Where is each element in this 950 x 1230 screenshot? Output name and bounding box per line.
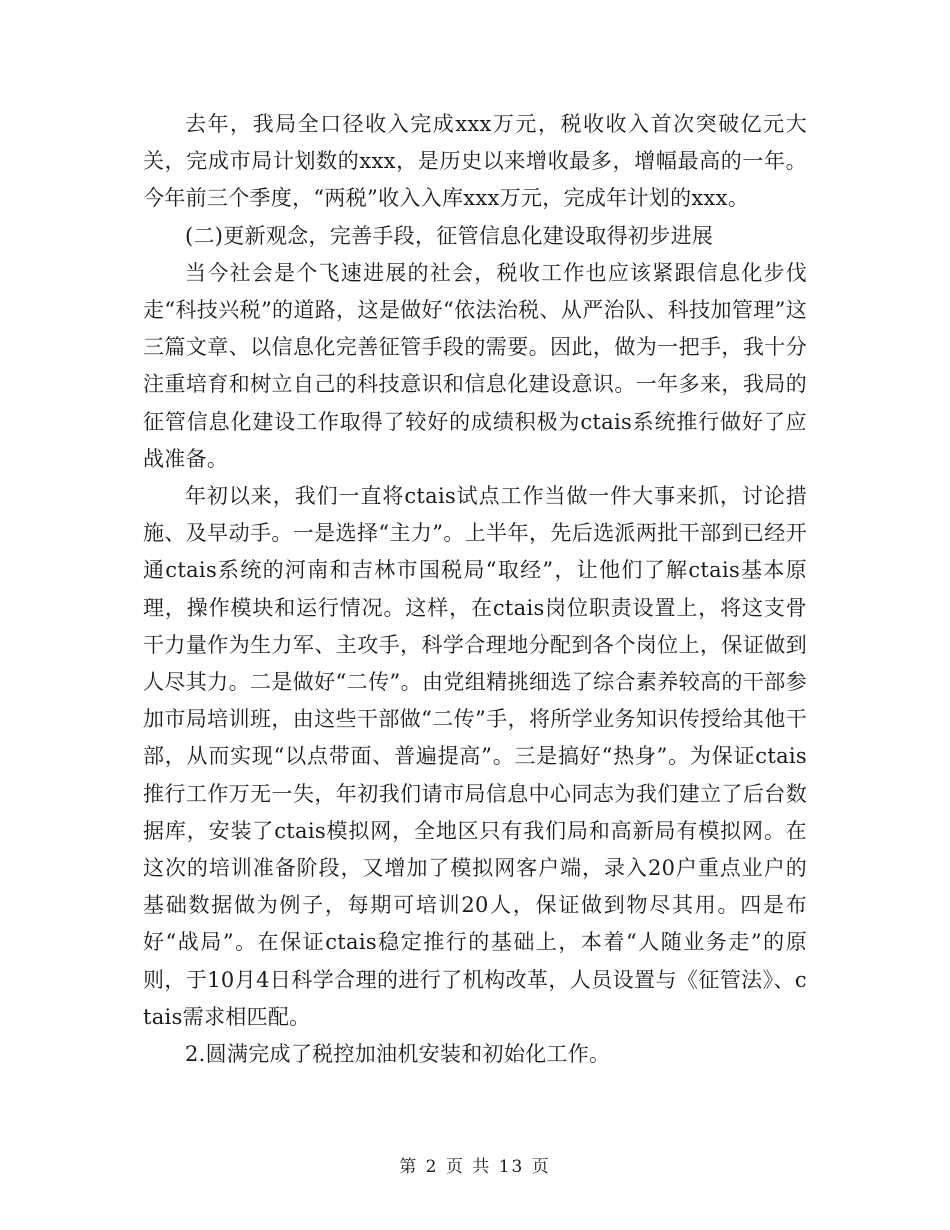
paragraph-revenue-summary: 去年，我局全口径收入完成xxx万元，税收收入首次突破亿元大关，完成市局计划数的xxx，是历史以来增收最多，增幅最高的一年。今年前三个季度，“两税”收入入库xxx万元，完成年计划的xxx。 [143, 112, 807, 211]
document-body [143, 106, 807, 1073]
paragraph-ctais-pilot: 年初以来，我们一直将ctais试点工作当做一件大事来抓，讨论措施、及早动手。一是选择“主力”。上半年，先后选派两批干部到已经开通ctais系统的河南和吉林市国税局“取经”，让他们了解ctais基本原理，操作模块和运行情况。这样，在ctais岗位职责设置上，将这支骨干力量作为生力军、主攻手，科学合理地分配到各个岗位上，保证做到人尽其力。二是做好“二传”。由党组精挑细选了综合素养较高的干部参加市局培训班，由这些干部做“二传”手，将所学业务知识传授给其他干部，从而实现“以点带面、普遍提高”。三是搞好“热身”。为保证ctais推行工作万无一失，年初我们请市局信息中心同志为我们建立了后台数据库，安装了ctais模拟网，全地区只有我们局和高新局有模拟网。在这次的培训准备阶段，又增加了模拟网客户端，录入20户重点业户的基础数据做为例子，每期可培训20人，保证做到物尽其用。四是布好“战局”。在保证ctais稳定推行的基础上，本着“人随业务走”的原则，于10月4日科学合理的进行了机构改革，人员设置与《征管法》、ctais需求相匹配。 [143, 484, 807, 1029]
paragraph-tax-control-pump: 2.圆满完成了税控加油机安装和初始化工作。 [185, 1042, 611, 1067]
paragraph-tech-awareness: 当今社会是个飞速进展的社会，税收工作也应该紧跟信息化步伐走“科技兴税”的道路，这是做好“依法治税、从严治队、科技加管理”这三篇文章、以信息化完善征管手段的需要。因此，做为一把手，我十分注重培育和树立自己的科技意识和信息化建设意识。一年多来，我局的征管信息化建设工作取得了较好的成绩积极为ctais系统推行做好了应战准备。 [143, 260, 807, 471]
section-heading-informatization: (二)更新观念，完善手段，征管信息化建设取得初步进展 [185, 223, 714, 248]
page-number-footer: 第 2 页 共 13 页 [399, 1157, 551, 1177]
